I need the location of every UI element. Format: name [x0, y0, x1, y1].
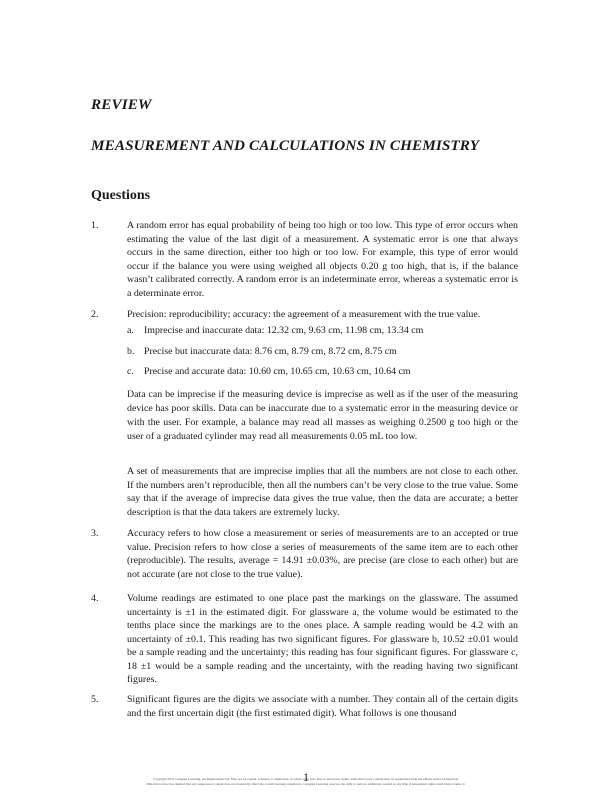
question-3-number: 3. [91, 528, 99, 539]
item-label: c. [127, 366, 134, 377]
question-2-item-a [127, 324, 423, 338]
item-text: Precise and accurate data: 10.60 cm, 10.65 cm, 10.63 cm, 10.64 cm [144, 366, 411, 377]
question-2-item-c [127, 365, 411, 379]
question-1-number: 1. [91, 220, 99, 231]
question-2-paragraph-1: Data can be imprecise if the measuring device is imprecise as well as if the user of the measuring device has poor skills. Data can be inaccurate due to a systematic error in the measuring device or with the user. For example, a balance may read all masses as weighing 0.2500 g too high or the user of a graduated cylinder may read all measurements 0.05 mL too low. [127, 389, 518, 443]
copyright-footer-line-2: Editorial review has deemed that any suppressed content does not materially affect the overall learning experience. Cengage Learning reserves the right to remove additional content at any time if subsequent rights restrictions require it. [146, 782, 466, 786]
chapter-title: MEASUREMENT AND CALCULATIONS IN CHEMISTRY [91, 137, 480, 154]
question-5-text: Significant figures are the digits we associate with a number. They contain all of the certain digits and the first uncertain digit (the first estimated digit). What follows is one thousand [127, 694, 518, 719]
question-1-text: A random error has equal probability of being too high or too low. This type of error occurs when estimating the value of the last digit of a measurement. A systematic error is one that always occurs in the same direction, either too high or too low. For example, this type of error would occur if the balance you were using weighed all objects 0.20 g too high, that is, if the balance wasn’t calibrated correctly. A random error is an indeterminate error, whereas a systematic error is a determinate error. [127, 220, 518, 299]
item-text: Imprecise and inaccurate data: 12.32 cm, 9.63 cm, 11.98 cm, 13.34 cm [144, 325, 424, 336]
review-heading: REVIEW [91, 96, 152, 113]
question-2-item-b [127, 345, 397, 359]
item-label: b. [127, 346, 135, 357]
item-text: Precise but inaccurate data: 8.76 cm, 8.79 cm, 8.72 cm, 8.75 cm [144, 346, 397, 357]
copyright-footer-line-1: Copyright 2021 Cengage Learning. All Rights Reserved. May not be copied, scanned, or duplicated, in whole or in part. Due to electronic rights, some third party content may be suppressed from the eBook and/or eChapter(s). [152, 777, 460, 781]
question-2-paragraph-2: A set of measurements that are imprecise implies that all the numbers are not close to each other. If the numbers aren’t reproducible, then all the numbers can’t be very close to the true value. Some say that if the average of imprecise data gives the true value, then the data are accurate; a better description is that the data takers are extremely lucky. [127, 466, 518, 518]
question-3-text: Accuracy refers to how close a measurement or series of measurements are to an accepted or true value. Precision refers to how close a series of measurements of the same item are to each other (reproducible). The results, average = 14.91 ±0.03%, are precise (are close to each other) but are not accurate (are not close to the true value). [127, 528, 518, 580]
page-number: 1 [303, 770, 309, 784]
item-label: a. [127, 325, 134, 336]
question-4-text: Volume readings are estimated to one place past the markings on the glassware. The assumed uncertainty is ±1 in the estimated digit. For glassware a, the volume would be estimated to the tenths place since the markings are to the ones place. A sample reading would be 4.2 with an uncertainty of ±0.1. This reading has two significant figures. For glassware b, 10.52 ±0.01 would be a sample reading and the uncertainty; this reading has four significant figures. For glassware c, 18 ±1 would be a sample reading and the uncertainty, with the reading having two significant figures. [127, 593, 518, 685]
question-2-number: 2. [91, 309, 99, 320]
question-5-number: 5. [91, 694, 99, 705]
questions-heading: Questions [91, 188, 151, 203]
question-4-number: 4. [91, 593, 99, 604]
question-2-text: Precision: reproducibility; accuracy: the agreement of a measurement with the true value. [127, 309, 481, 320]
